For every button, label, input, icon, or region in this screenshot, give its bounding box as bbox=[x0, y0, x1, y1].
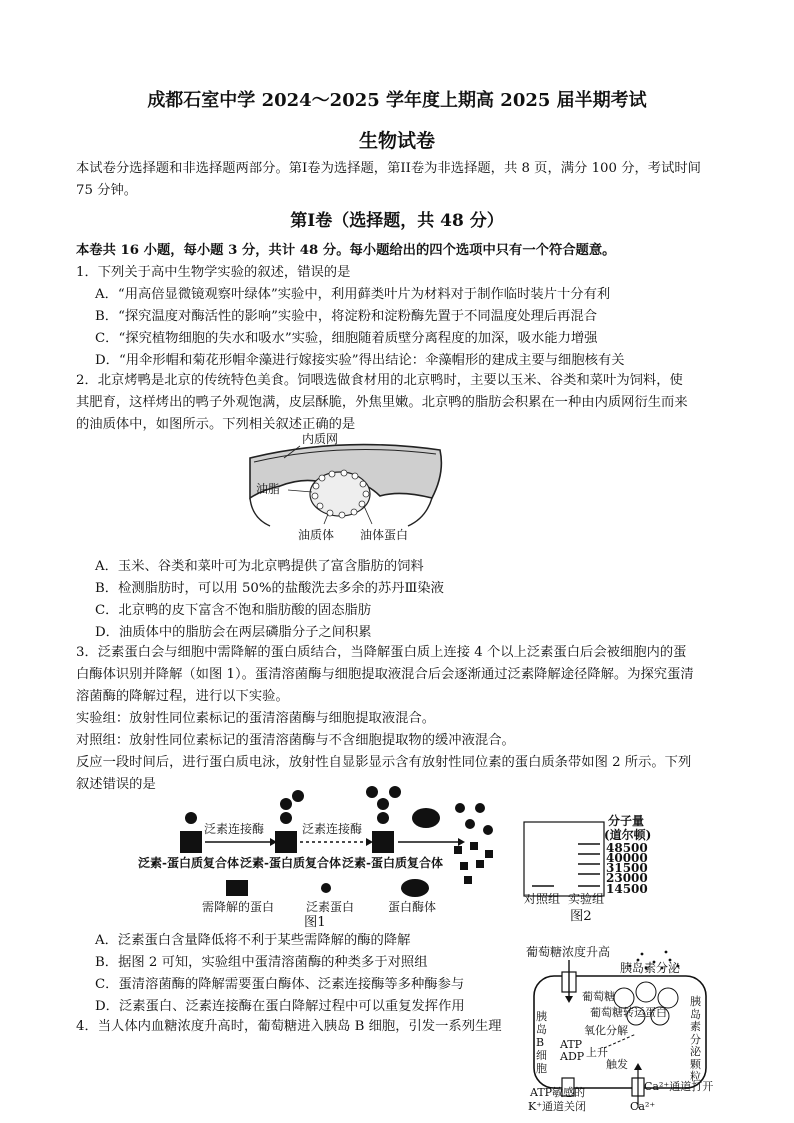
exam-title: 成都石室中学 2024～2025 学年度上期高 2025 届半期考试 bbox=[147, 90, 647, 111]
fig1-enzyme-label-2: 泛素连接酶 bbox=[302, 822, 363, 836]
fig1-legend-label-ubiquitin: 泛素蛋白 bbox=[306, 900, 355, 914]
section-title: 第Ⅰ卷（选择题，共 48 分） bbox=[290, 211, 504, 231]
fig2-caption: 图2 bbox=[570, 909, 592, 924]
q2-stem-line2: 其肥育，这样烤出的鸭子外观饱满，皮层酥脆，外焦里嫩。北京鸭的脂肪会积累在一种由内质网衍生而来 bbox=[76, 395, 688, 410]
fig2-mw-2: 40000 bbox=[606, 851, 648, 865]
fig2-mw-1: 48500 bbox=[606, 841, 648, 855]
fig4-ca-ion-label: Ca²⁺ bbox=[630, 1100, 656, 1113]
q1-option-a[interactable]: A．“用高倍显微镜观察叶绿体”实验中，利用藓类叶片为材料对于制作临时装片十分有利 bbox=[95, 287, 611, 302]
q3-stem-line7: 叙述错误的是 bbox=[76, 777, 156, 792]
fig2-mw-4: 23000 bbox=[606, 871, 648, 885]
fig2-gel-frame bbox=[524, 822, 604, 896]
fig4-katp-label-1: ATP敏感的 bbox=[530, 1086, 586, 1099]
fig1-complex-label-2: 泛素-蛋白质复合体 bbox=[240, 856, 341, 870]
fig2-axis-title: 分子量 bbox=[608, 814, 645, 828]
fig4-katp-label-2: K⁺通道关闭 bbox=[528, 1100, 587, 1113]
fat-pointer bbox=[288, 490, 312, 492]
label-er: 内质网 bbox=[302, 432, 339, 446]
fig4-rise-label: 上升 bbox=[586, 1046, 608, 1059]
section-instruction: 本卷共 16 小题，每小题 3 分，共计 48 分。每小题给出的四个选项中只有一个符合题意。 bbox=[76, 243, 616, 258]
label-oil-body: 油质体 bbox=[298, 528, 335, 542]
fig4-atp-label: ATP bbox=[560, 1038, 583, 1051]
q3-option-d[interactable]: D．泛素蛋白、泛素连接酶在蛋白降解过程中可以重复发挥作用 bbox=[95, 999, 465, 1014]
q1-option-b[interactable]: B．“探究温度对酶活性的影响”实验中，将淀粉和淀粉酶先置于不同温度处理后再混合 bbox=[95, 309, 598, 324]
q3-stem-line5: 对照组：放射性同位素标记的蛋清溶菌酶与不含细胞提取物的缓冲液混合。 bbox=[76, 733, 515, 748]
fig1-enzyme-label-1: 泛素连接酶 bbox=[204, 822, 265, 836]
fig4-top-label: 葡萄糖浓度升高 bbox=[526, 945, 611, 959]
q3-stem-line6: 反应一段时间后，进行蛋白质电泳，放射性自显影显示含有放射性同位素的蛋白质条带如图 2 所示。下列 bbox=[76, 755, 692, 770]
fig1-legend-label-proteasome: 蛋白酶体 bbox=[388, 900, 437, 914]
fig1-complex-label-3: 泛素-蛋白质复合体 bbox=[342, 856, 443, 870]
fig4-ca-channel-label: Ca²⁺通道打开 bbox=[644, 1080, 714, 1093]
fig4-oxidize-label: 氧化分解 bbox=[584, 1024, 628, 1037]
fig1-complex-label-1: 泛素-蛋白质复合体 bbox=[138, 856, 239, 870]
fig4-granule-label: 胰岛素分泌颗粒 bbox=[690, 995, 701, 1083]
fig1-legend-label-substrate: 需降解的蛋白 bbox=[202, 900, 275, 914]
body-pointer bbox=[324, 514, 328, 524]
fig1-substrate-3 bbox=[372, 831, 394, 853]
fig2-lane-experiment: 实验组 bbox=[568, 892, 605, 906]
q3-option-c[interactable]: C．蛋清溶菌酶的降解需要蛋白酶体、泛素连接酶等多种酶参与 bbox=[95, 977, 465, 992]
q3-stem-line3: 溶菌酶的降解过程，进行以下实验。 bbox=[76, 689, 289, 704]
fig1-substrate-1 bbox=[180, 831, 202, 853]
q4-stem: 4．当人体内血糖浓度升高时，葡萄糖进入胰岛 B 细胞，引发一系列生理 bbox=[76, 1019, 502, 1034]
fig1-stage2 bbox=[275, 790, 304, 853]
fig1-caption: 图1 bbox=[304, 915, 326, 930]
fig1-legend-proteasome bbox=[401, 879, 429, 897]
label-oil-protein: 油体蛋白 bbox=[360, 528, 409, 542]
label-fat: 油脂 bbox=[256, 482, 281, 496]
fig2-mw-5: 14500 bbox=[606, 882, 648, 896]
q1-option-d[interactable]: D．“用伞形帽和菊花形帽伞藻进行嫁接实验”得出结论：伞藻帽形的建成主要与细胞核有关 bbox=[95, 353, 625, 368]
fig1-substrate-2 bbox=[275, 831, 297, 853]
er-edge-left bbox=[250, 498, 270, 526]
q3-stem-line4: 实验组：放射性同位素标记的蛋清溶菌酶与细胞提取液混合。 bbox=[76, 711, 436, 726]
q2-option-c[interactable]: C．北京鸭的皮下富含不饱和脂肪酸的固态脂肪 bbox=[95, 603, 372, 618]
fig2-mw-3: 31500 bbox=[606, 861, 648, 875]
fig4-adp-label: ADP bbox=[560, 1050, 585, 1063]
fig1-legend-ubiquitin bbox=[321, 883, 331, 893]
q3-stem-line1: 3．泛素蛋白会与细胞中需降解的蛋白质结合，当降解蛋白质上连接 4 个以上泛素蛋白后会被细胞内的蛋 bbox=[76, 645, 687, 660]
q3-stem-line2: 白酶体识别并降解（如图 1）。蛋清溶菌酶与细胞提取液混合后会逐渐通过泛素降解途径降解。为探究蛋清 bbox=[76, 667, 694, 682]
fig2-axis-unit: (道尔顿) bbox=[604, 828, 652, 842]
intro-text: 本试卷分选择题和非选择题两部分。第Ⅰ卷为选择题，第ⅠⅠ卷为非选择题，共 8 页，满分 100 分，考试时间 75 分钟。 bbox=[76, 161, 701, 198]
fig4-cell-label: 胰岛B细胞 bbox=[536, 1010, 547, 1075]
q2-stem-line3: 的油质体中，如图所示。下列相关叙述正确的是 bbox=[76, 417, 356, 432]
fig1-stage1 bbox=[180, 812, 202, 853]
q3-option-a[interactable]: A．泛素蛋白含量降低将不利于某些需降解的酶的降解 bbox=[95, 933, 411, 948]
fig2-lane-control: 对照组 bbox=[524, 892, 561, 906]
fig1-proteasome bbox=[412, 808, 440, 828]
q2-option-b[interactable]: B．检测脂肪时，可以用 50%的盐酸洗去多余的苏丹Ⅲ染液 bbox=[95, 581, 444, 596]
q1-stem: 1．下列关于高中生物学实验的叙述，错误的是 bbox=[76, 265, 351, 280]
q2-option-a[interactable]: A．玉米、谷类和菜叶可为北京鸭提供了富含脂肪的饲料 bbox=[95, 559, 424, 574]
q2-option-d[interactable]: D．油质体中的脂肪会在两层磷脂分子之间积累 bbox=[95, 625, 372, 640]
q2-stem-line1: 2．北京烤鸭是北京的传统特色美食。饲喂选做食材用的北京鸭时，主要以玉米、谷类和菜叶为饲料，使 bbox=[76, 373, 683, 388]
protein-pointer bbox=[364, 506, 372, 524]
q3-option-b[interactable]: B．据图 2 可知，实验组中蛋清溶菌酶的种类多于对照组 bbox=[95, 955, 428, 970]
fig4-glucose-label: 葡萄糖 bbox=[582, 990, 615, 1003]
q1-option-c[interactable]: C．“探究植物细胞的失水和吸水”实验，细胞随着质壁分离程度的加深，吸水能力增强 bbox=[95, 331, 598, 346]
fig1-legend-substrate bbox=[226, 880, 248, 896]
fig4-transporter-label: 葡萄糖转运蛋白 bbox=[590, 1006, 667, 1019]
fig4-trigger-label: 触发 bbox=[606, 1058, 628, 1071]
subject-title: 生物试卷 bbox=[358, 130, 435, 152]
er-edge-right bbox=[408, 498, 432, 526]
fig1-ubiquitin-1 bbox=[185, 812, 197, 824]
fig4-secretion-label: 胰岛素分泌 bbox=[620, 961, 681, 975]
